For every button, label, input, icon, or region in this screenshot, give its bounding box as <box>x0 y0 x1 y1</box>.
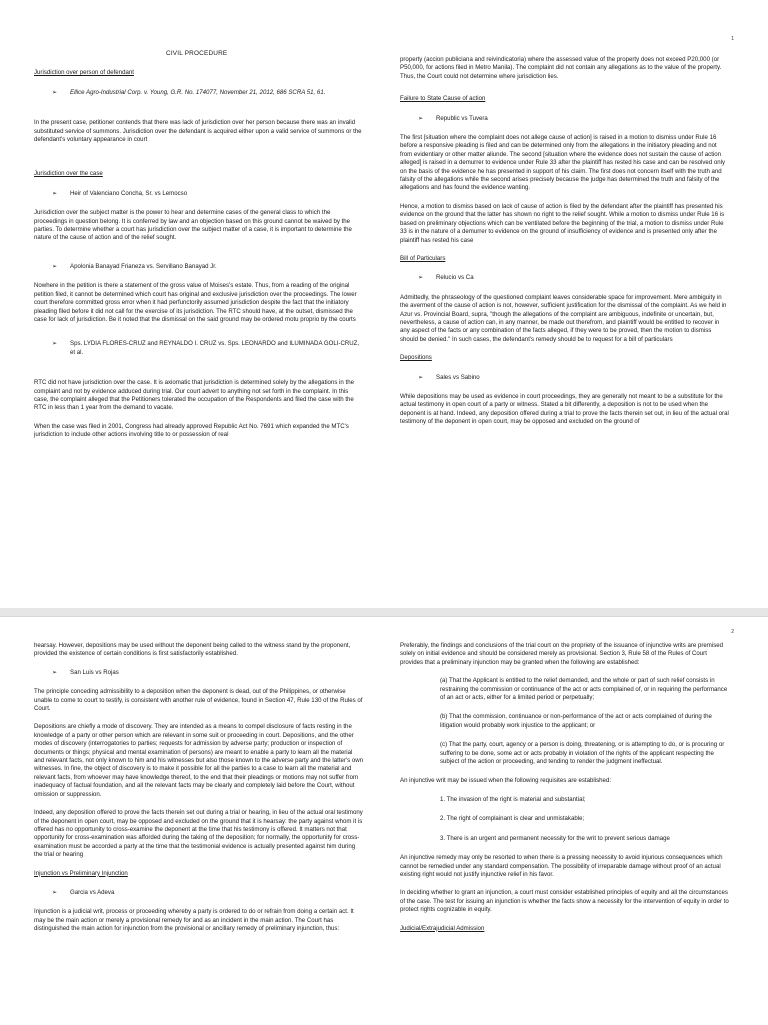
paragraph: property (accion publiciana and reivindicatoria) where the assessed value of the property does not exceed P20,000 (or P50,000, for actions filed in Metro Manila). The complaint did not contain any allegations as to the value of the property. Thus, the Court could not determine where jurisdiction lies. <box>400 56 722 80</box>
section-heading: Bill of Particulars <box>400 254 446 262</box>
paragraph: The principle conceding admissibility to a deposition when the deponent is dead, out of the Philippines, or otherwise unable to come to court to testify, is consistent with another rule of evidence, found in Section 47, Rule 130 of the Rules of Court. <box>34 688 363 713</box>
paragraph: Hence, a motion to dismiss based on lack of cause of action is filed by the defendant after the plaintiff has presented his evidence on the ground that the latter has shown no right to the relief sought. While a motion to dismiss under Rule 16 is based on preliminary objections which can be ventilated before the beginning of the trial, a motion to dismiss under Rule 33 is in the nature of a demurrer to evidence on the ground of insufficiency of evidence and is presented only after the plaintiff has rested his case <box>400 202 725 244</box>
case-citation <box>52 340 364 357</box>
list-item: (a) That the Applicant is entitled to the relief demanded, and the whole or part of such relief consists in restraining the commission or continuance of the act or acts complained of, or in requiring the performance of an act or acts, either for a limited period or perpetually; <box>440 677 728 702</box>
arrow-bullet-icon: ➢ <box>52 262 58 270</box>
case-citation <box>52 89 364 97</box>
paragraph: The first [situation where the complaint does not allege cause of action] is raised in a motion to dismiss under Rule 16 before a responsive pleading is filed and can be determined only from the allegations in the initiatory pleading and not from evidentiary or other matter aliunde. The second [situation where the evidence does not sustain the cause of action alleged] is raised in a demurrer to evidence under Rule 33 after the plaintiff has rested his case and can be resolved only on the basis of the evidence he has presented in support of his claim. The first does not concern itself with the truth and falsity of the allegations while the second arises precisely because the judge has determined the truth and falsity of the allegations and has found the evidence wanting. <box>400 134 726 192</box>
case-citation <box>418 115 730 123</box>
arrow-bullet-icon: ➢ <box>418 373 424 381</box>
page-number: 2 <box>731 629 734 635</box>
case-citation <box>418 274 730 282</box>
list-item: 2. The right of complainant is clear and unmistakable; <box>440 815 585 823</box>
section-heading: Jurisdiction over person of defendant <box>34 69 134 77</box>
left-column <box>34 50 364 450</box>
paragraph: Nowhere in the petition is there a statement of the gross value of Moises's estate. Thus, from a reading of the original petition filed, it cannot be determined which court has original and exclusive jurisdiction over the proceedings. The lower court therefore committed gross error when it had perfunctorily assumed jurisdiction despite the fact that the initiatory pleading filed before it did not call for the exercise of its jurisdiction. The RTC should have, at the outset, dismissed the case for lack of jurisdiction. Be it noted that the dismissal on the said ground may be ordered motu proprio by the courts <box>34 282 357 323</box>
case-citation <box>52 669 364 677</box>
case-citation <box>52 190 364 198</box>
page-number: 1 <box>731 36 734 42</box>
paragraph: Depositions are chiefly a mode of discovery. They are intended as a means to compel disclosure of facts resting in the knowledge of a party or other person which are relevant in some suit or proceeding in court. Depositions, and the other modes of discovery (interrogatories to parties; requests for admission by adverse party; production or inspection of documents or things; physical and mental examination of persons) are meant to enable a party to learn all the material and relevant facts, not only known to him and his witnesses but also those known to the adverse party and the latter's own witnesses. In fine, the object of discovery is to make it possible for all the parties to a case to learn all the material and relevant facts, from whoever may have knowledge thereof, to the end that their pleadings or motions may not suffer from inadequacy of factual foundation, and all the relevant facts may be clearly and completely laid before the Court, without omission or suppression. <box>34 723 364 798</box>
right-column <box>400 56 730 437</box>
list-item: 3. There is an urgent and permanent necessity for the writ to prevent serious damage <box>440 834 670 842</box>
arrow-bullet-icon: ➢ <box>52 88 58 96</box>
case-name: Relucio vs Ca <box>436 274 474 282</box>
case-name: San Luis vs Rojas <box>70 668 119 676</box>
list-item: (c) That the party, court, agency or a person is doing, threatening, or is attempting to do, or is procuring or suffering to be done, some act or acts probably in violation of the rights of the applicant respecting the subject of the action or proceeding, and tending to render the judgment ineffectual. <box>440 741 725 766</box>
paragraph: Admittedly, the phraseology of the questioned complaint leaves considerable space for improvement. Mere ambiguity in the averment of the cause of action is not, however, sufficient justification for the dismissal of the complaint. As we held in Azur vs. Provincial Board, supra, "though the allegations of the complaint are ambiguous, indefinite or uncertain, but, nevertheless, a cause of action can, in any manner, be made out therefrom, and plaintiff would be entitled to recover in any aspect of the facts or any combination of the facts alleged, if they were to be proved, then the motion to dismiss should be denied." In such cases, the defendant's remedy should be to request for a bill of particulars <box>400 293 727 343</box>
arrow-bullet-icon: ➢ <box>418 114 424 122</box>
case-citation <box>52 889 364 897</box>
section-heading: Jurisdiction over the case <box>34 170 103 178</box>
arrow-bullet-icon: ➢ <box>52 340 58 348</box>
paragraph: While depositions may be used as evidence in court proceedings, they are generally not meant to be a substitute for the actual testimony in open court of a party or witness. Stated a bit differently, a deposition is not to be used when the deponent is at hand. Indeed, any deposition offered during a trial to prove the facts therein set out, in lieu of the actual oral testimony of the deponent in open court, may be opposed and excluded on the ground of <box>400 392 729 426</box>
paragraph: In the present case, petitioner contends that there was lack of jurisdiction over her person because there was an invalid substituted service of summons. Jurisdiction over the defendant is acquired either upon a valid service of summons or the defendant's voluntary appearance in court <box>34 119 362 144</box>
right-column <box>400 642 730 944</box>
section-heading: Injunction vs Preliminary Injunction <box>34 869 128 877</box>
case-name: Ellice Agro-Industrial Corp. v. Young, G.R. No. 174077, November 21, 2012, 686 SCRA 51, 61. <box>70 88 326 96</box>
list-item: 1. The invasion of the right is material and substantial; <box>440 795 586 803</box>
case-name: Garcia vs Adeva <box>70 888 115 896</box>
section-heading: Judicial/Extrajudicial Admission <box>400 924 485 932</box>
section-heading: Depositions <box>400 354 432 362</box>
arrow-bullet-icon: ➢ <box>52 888 58 896</box>
paragraph: Injunction is a judicial writ, process or proceeding whereby a party is ordered to do or refrain from doing a certain act. It may be the main action or merely a provisional remedy for and as an incident in the main action. The Court has distinguished the main action for injunction from the provisional or ancillary remedy of preliminary injunction, thus: <box>34 908 354 933</box>
left-column <box>34 642 364 944</box>
case-citation <box>52 263 364 271</box>
arrow-bullet-icon: ➢ <box>418 274 424 282</box>
section-heading: Failure to State Cause of action <box>400 95 486 103</box>
case-name: Republic vs Tuvera <box>436 114 488 122</box>
arrow-bullet-icon: ➢ <box>52 189 58 197</box>
case-name: Sales vs Sabino <box>436 373 480 381</box>
case-name: Sps. LYDIA FLORES-CRUZ and REYNALDO I. CRUZ vs. Sps. LEONARDO and ILUMINADA GOLI-CRUZ, et al. <box>70 340 360 356</box>
page-2 <box>0 616 768 1025</box>
case-name: Heir of Valenciano Concha, Sr. vs Lemocso <box>70 189 188 197</box>
paragraph: An injunctive writ may be issued when the following requisites are established: <box>400 777 612 785</box>
paragraph: Preferably, the findings and conclusions of the trial court on the propriety of the issuance of injunctive writs are premised solely on initial evidence and should be considered merely as provisional. Section 3, Rule 58 of the Rules of Court provides that a preliminary injunction may be granted when the following are established: <box>400 642 724 666</box>
paragraph: hearsay. However, depositions may be used without the deponent being called to the witness stand by the proponent, provided the existence of certain conditions is first satisfactorily established. <box>34 642 351 658</box>
paragraph: RTC did not have jurisdiction over the case. It is axiomatic that jurisdiction is determined solely by the allegations in the complaint and not by evidence adduced during trial. Our court advert to anything not set forth in the complaint. In this case, the complaint alleged that the Petitioners tolerated the occupation of the Respondents and filed the case with the RTC in less than 1 year from the demand to vacate. <box>34 379 354 412</box>
paragraph: In deciding whether to grant an injunction, a court must consider established principles of equity and all the circumstances of the case. The test for issuing an injunction is whether the facts show a necessity for the intervention of equity in order to protect rights cognizable in equity. <box>400 889 729 914</box>
case-name: Apolonia Banayad Frianeza vs. Servillano Banayad Jr. <box>70 262 217 270</box>
case-citation <box>418 374 730 382</box>
arrow-bullet-icon: ➢ <box>52 668 58 676</box>
page-separator <box>0 608 768 616</box>
paragraph: An injunctive remedy may only be resorted to when there is a pressing necessity to avoid injurious consequences which cannot be remedied under any standard compensation. The possibility of irreparable damage without proof of an actual existing right would not justify injunctive relief in his favor. <box>400 854 723 878</box>
paragraph: Jurisdiction over the subject matter is the power to hear and determine cases of the general class to which the proceedings in question belong. It is conferred by law and an objection based on this ground cannot be waived by the parties. To determine whether a court has jurisdiction over the subject matter of a case, it is important to determine the nature of the cause of action and of the relief sought. <box>34 209 352 242</box>
document-title: CIVIL PROCEDURE <box>166 50 228 57</box>
paragraph: When the case was filed in 2001, Congress had already approved Republic Act No. 7691 which expanded the MTC's jurisdiction to include other actions involving title to or possession of real <box>34 422 349 439</box>
paragraph: Indeed, any deposition offered to prove the facts therein set out during a trial or hearing, in lieu of the actual oral testimony of the deponent in open court, may be opposed and excluded on the ground that it is hearsay: the party against whom it is offered has no opportunity to cross-examine the deponent at the time that his testimony is offered. It matters not that opportunity for cross-examination was afforded during the taking of the deposition; for normally, the opportunity for cross-examination must be accorded a party at the time that the testimonial evidence is actually presented against him during the trial or hearing <box>34 809 363 859</box>
list-item: (b) That the commission, continuance or non-performance of the act or acts complained of during the litigation would probably work injustice to the applicant; or <box>440 713 712 729</box>
